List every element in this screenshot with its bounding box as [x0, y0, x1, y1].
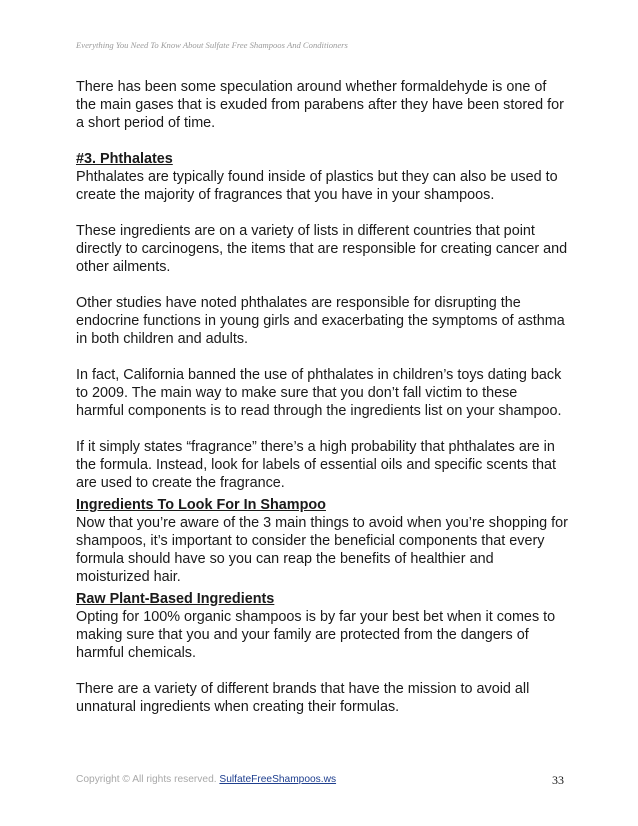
paragraph-brands: There are a variety of different brands that have the mission to avoid all unnatural ingredients when creating their formulas. [76, 681, 530, 715]
copyright-text: Copyright © All rights reserved. [76, 774, 220, 785]
heading-raw-plant-based: Raw Plant-Based Ingredients [76, 591, 275, 607]
paragraph-formaldehyde: There has been some speculation around whether formaldehyde is one of the main gases that is exuded from parabens after they have been stored for a short period of time. [76, 79, 564, 131]
heading-phthalates: #3. Phthalates [76, 151, 173, 167]
paragraph-beneficial-components: Now that you’re aware of the 3 main things to avoid when you’re shopping for shampoos, it’s important to consider the beneficial components that every formula should have so you can reap the benefits of healthier and moisturized hair. [76, 515, 568, 585]
paragraph-california-ban: In fact, California banned the use of phthalates in children’s toys dating back to 2009. The main way to make sure that you don’t fall victim to these harmful components is to read through the ingredients list on your shampoo. [76, 367, 562, 419]
page-footer [76, 774, 564, 785]
paragraph-organic-shampoos: Opting for 100% organic shampoos is by far your best bet when it comes to making sure that you and your family are protected from the dangers of harmful chemicals. [76, 609, 556, 661]
paragraph-fragrance: If it simply states “fragrance” there’s a high probability that phthalates are in the formula. Instead, look for labels of essential oils and specific scents that are used to create the fragrance. [76, 439, 556, 491]
paragraph-phthalates-intro: Phthalates are typically found inside of plastics but they can also be used to create the majority of fragrances that you have in your shampoos. [76, 169, 558, 203]
heading-ingredients-to-look-for: Ingredients To Look For In Shampoo [76, 497, 326, 513]
paragraph-carcinogens: These ingredients are on a variety of lists in different countries that point directly to carcinogens, the items that are responsible for creating cancer and other ailments. [76, 223, 568, 275]
page-body [76, 78, 568, 734]
paragraph-endocrine: Other studies have noted phthalates are responsible for disrupting the endocrine functions in young girls and exacerbating the symptoms of asthma in both children and adults. [76, 295, 565, 347]
website-link[interactable]: SulfateFreeShampoos.ws [219, 774, 337, 785]
running-header: Everything You Need To Know About Sulfate Free Shampoos And Conditioners [76, 40, 348, 50]
page-number: 33 [552, 773, 564, 787]
